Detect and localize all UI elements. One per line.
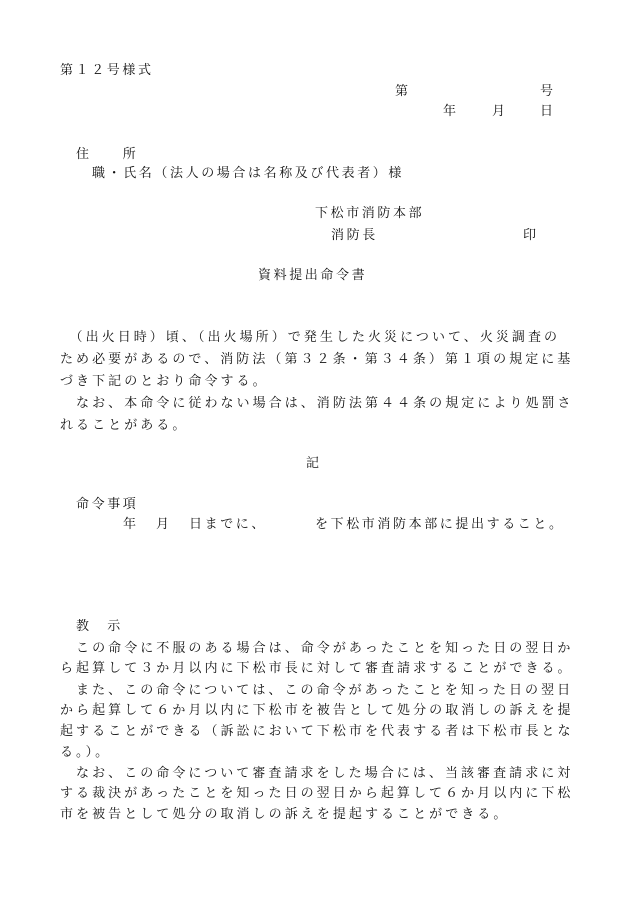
order-year: 年 xyxy=(123,517,139,532)
order-month: 月 xyxy=(156,517,172,532)
notice-line: 起することができる（訴訟において下松市を代表する者は下松市長とな xyxy=(60,724,574,739)
body-line: なお、本命令に従わない場合は、消防法第４４条の規定により処罰さ xyxy=(60,396,574,411)
form-number: 第１２号様式 xyxy=(60,63,154,78)
sender-organization: 下松市消防本部 xyxy=(315,206,425,221)
addressee-name-line: 職・氏名（法人の場合は名称及び代表者）様 xyxy=(92,166,405,181)
notice-line: する裁決があったことを知った日の翌日から起算して６か月以内に下松 xyxy=(60,786,574,801)
notice-line: ら起算して３か月以内に下松市長に対して審査請求することができる。 xyxy=(60,661,574,676)
date-month: 月 xyxy=(492,104,508,119)
ki-heading: 記 xyxy=(306,456,322,471)
order-submit: を下松市消防本部に提出すること。 xyxy=(315,517,565,532)
notice-line: なお、この命令について審査請求をした場合には、当該審査請求に対 xyxy=(60,766,574,781)
body-line: （出火日時）頃、（出火場所）で発生した火災について、火災調査の xyxy=(60,330,561,345)
order-heading: 命令事項 xyxy=(76,497,139,512)
notice-line: 市を被告として処分の取消しの訴えを提起することができる。 xyxy=(60,807,510,822)
notice-line: から起算して６か月以内に下松市を被告として処分の取消しの訴えを提 xyxy=(60,703,574,718)
notice-line: この命令に不服のある場合は、命令があったことを知った日の翌日か xyxy=(60,641,574,656)
address-label: 住 所 xyxy=(76,147,139,162)
notice-line: また、この命令については、この命令があったことを知った日の翌日 xyxy=(60,683,574,698)
document-title: 資料提出命令書 xyxy=(258,268,368,283)
order-deadline: 日までに、 xyxy=(189,517,268,532)
doc-number-suffix: 号 xyxy=(540,84,556,99)
date-day: 日 xyxy=(540,104,556,119)
body-line: れることがある。 xyxy=(60,418,189,433)
body-line: ため必要があるので、消防法（第３２条・第３４条）第１項の規定に基 xyxy=(60,352,574,367)
doc-number-prefix: 第 xyxy=(395,84,411,99)
notice-heading: 教 示 xyxy=(76,619,123,634)
body-line: づき下記のとおり命令する。 xyxy=(60,374,269,389)
seal-mark: 印 xyxy=(523,228,539,243)
notice-line: る。）。 xyxy=(60,745,112,760)
sender-title: 消防長 xyxy=(331,228,378,243)
date-year: 年 xyxy=(443,104,459,119)
